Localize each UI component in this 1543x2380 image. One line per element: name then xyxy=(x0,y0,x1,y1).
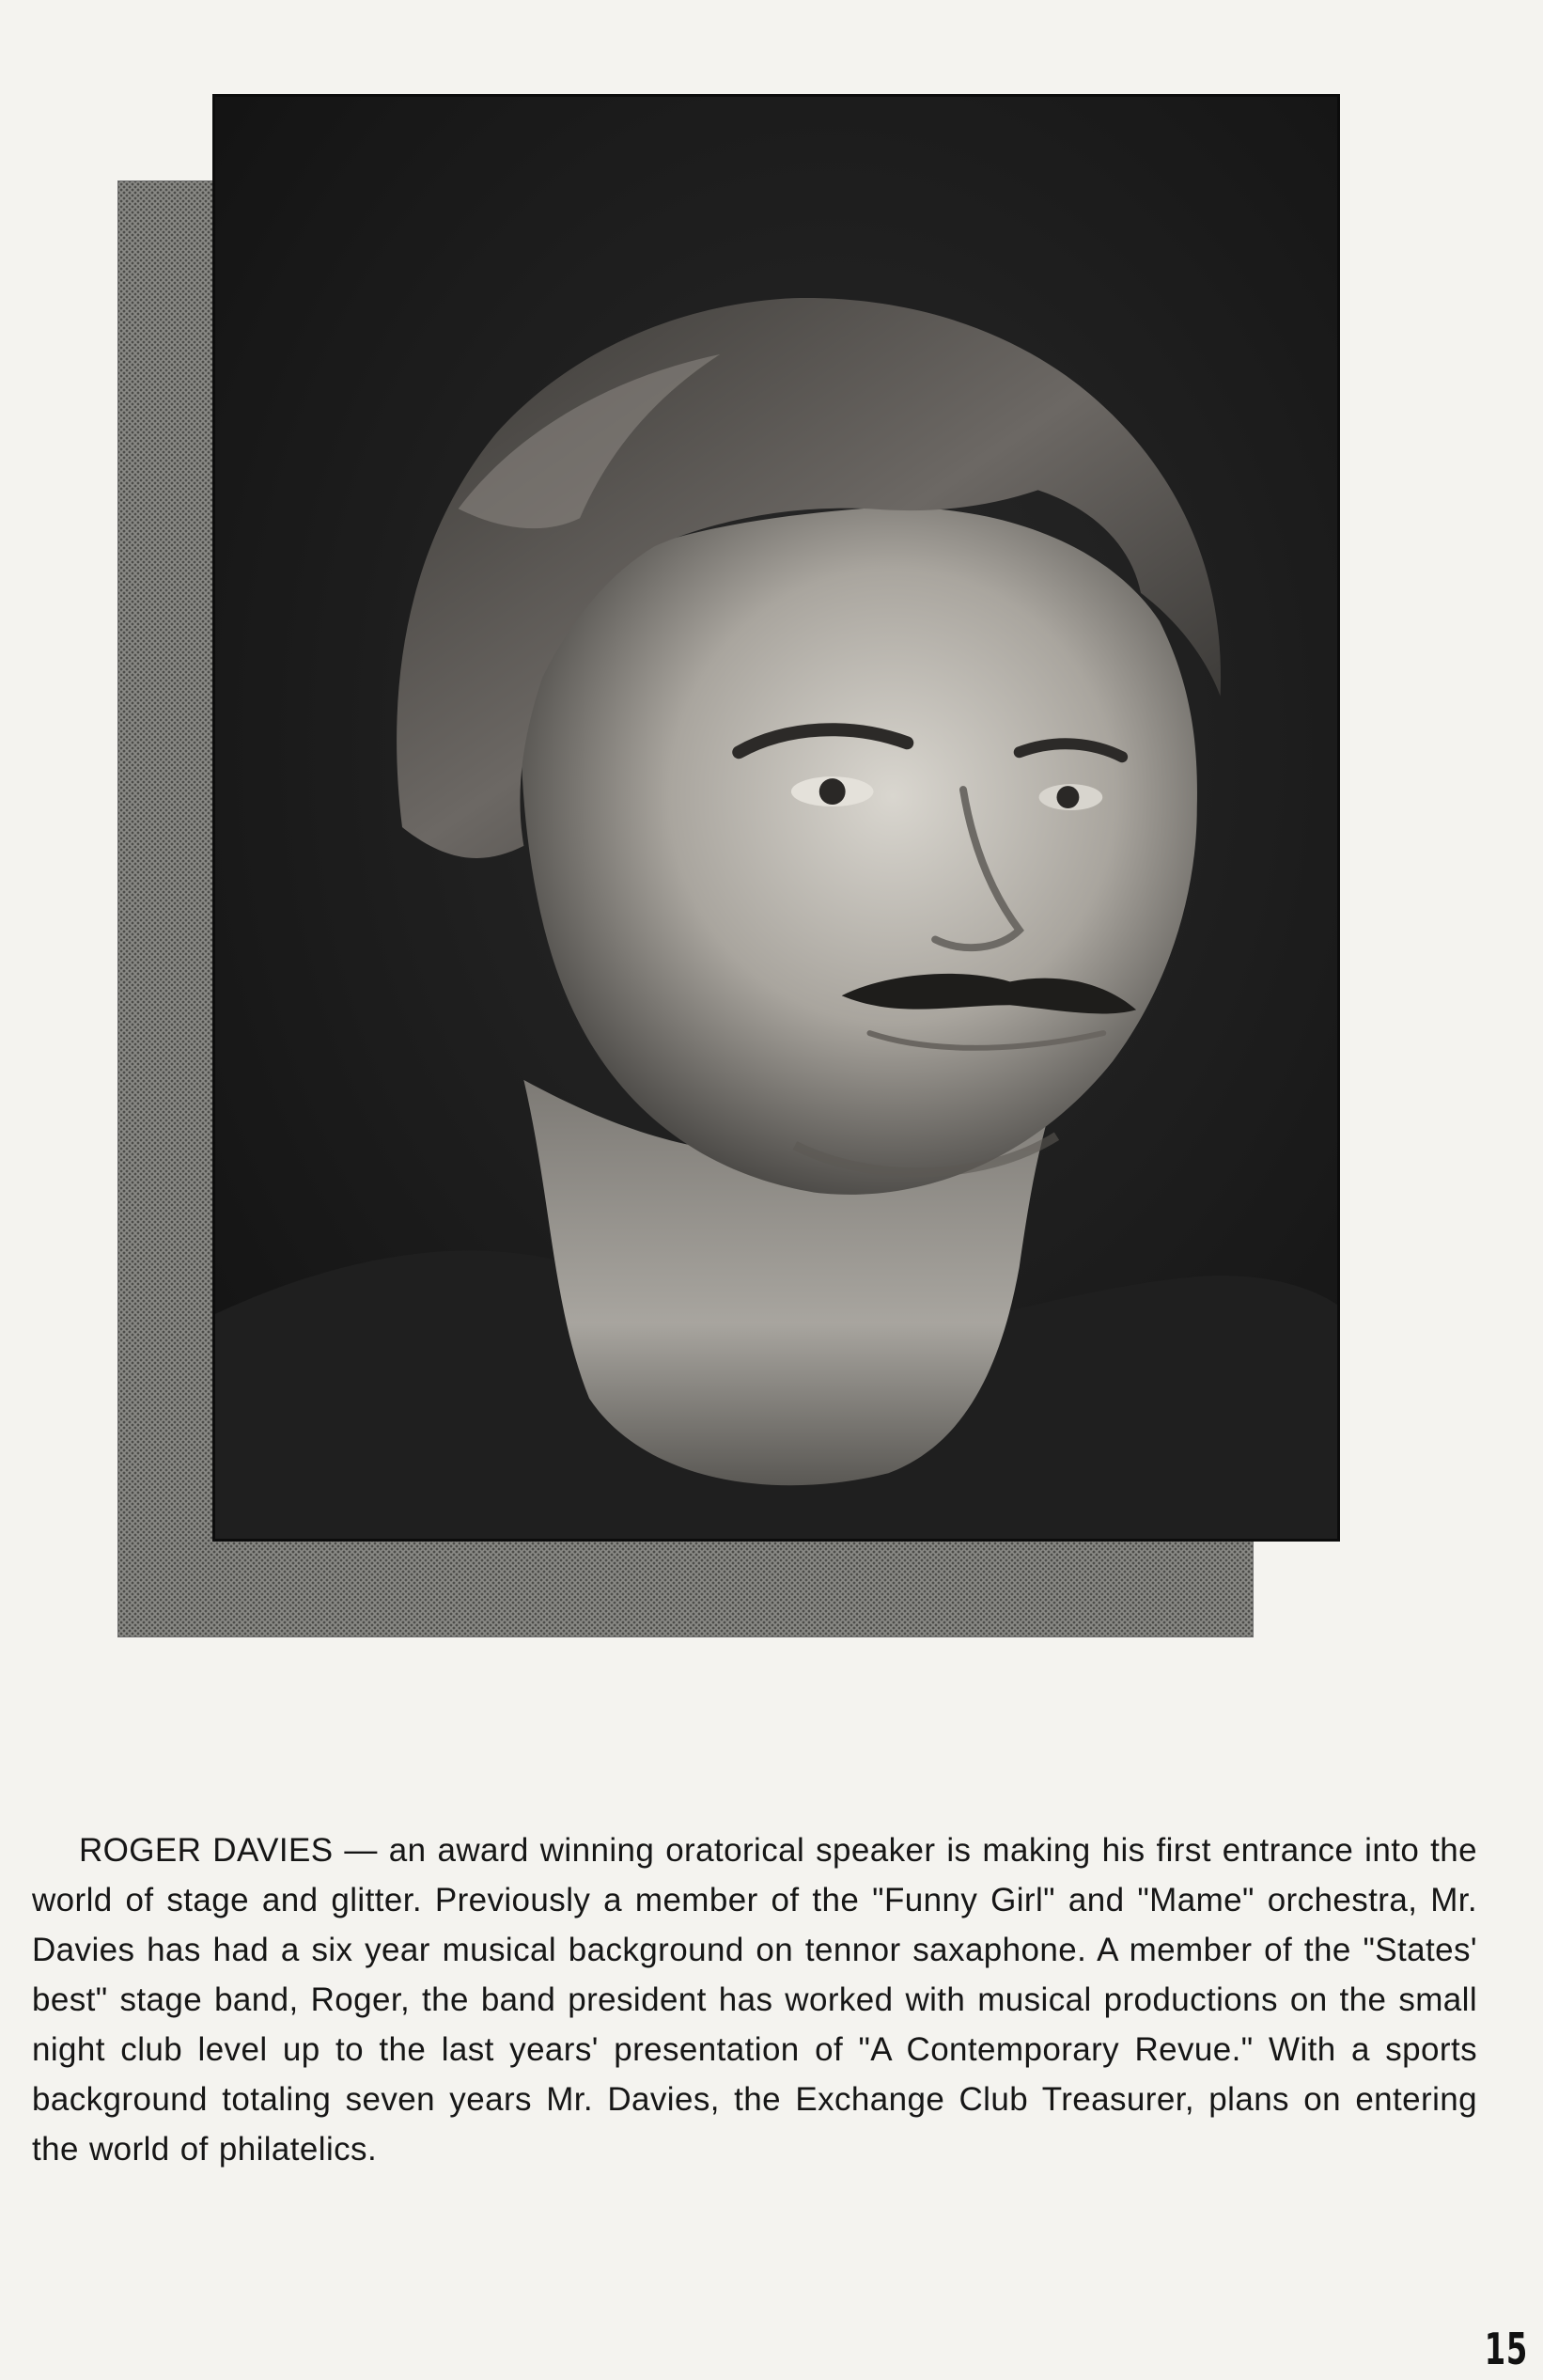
caption-paragraph: ROGER DAVIES — an award winning oratorical speaker is making his first entrance into the world of stage and glitter. Previously a member of the "Funny Girl" and "Mame" orchestra, Mr. Davies has had a six year musical background on tennor saxaphone. A member of the "States' best" stage band, Roger, the band president has worked with musical productions on the small night club level up to the last years' presentation of "A Contemporary Revue." With a sports background totaling seven years Mr. Davies, the Exchange Club Treasurer, plans on entering the world of philatelics. xyxy=(32,1832,1477,2168)
page-number: 15 xyxy=(1484,2324,1528,2374)
portrait-photo xyxy=(212,94,1340,1542)
portrait-illustration xyxy=(215,97,1337,1539)
